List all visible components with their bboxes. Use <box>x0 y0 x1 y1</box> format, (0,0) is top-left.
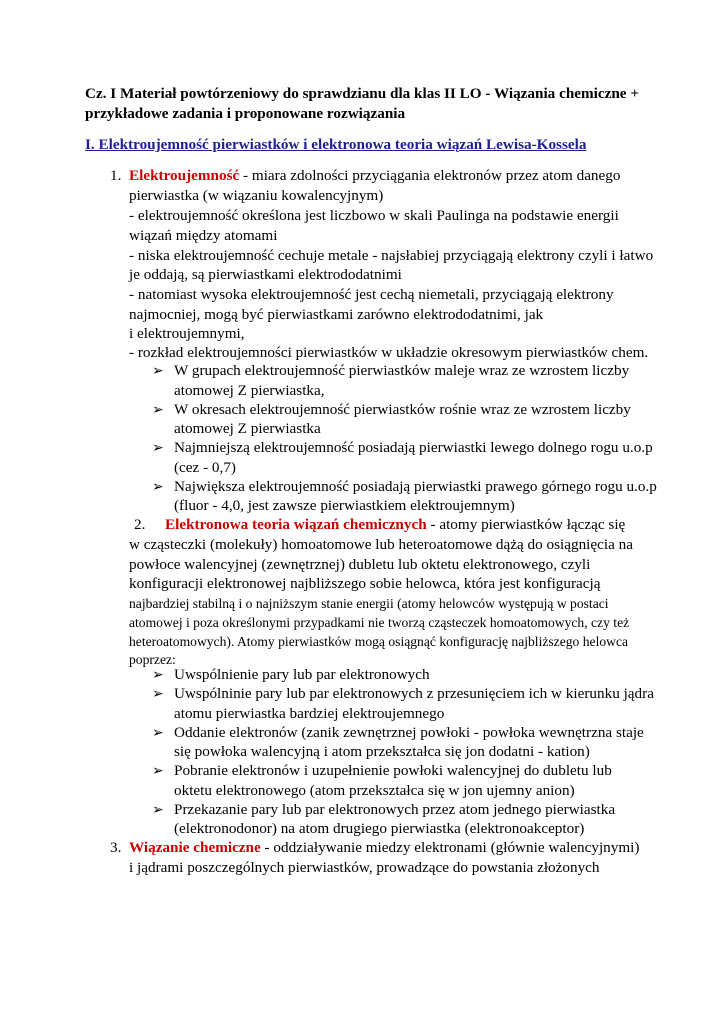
arrow-bullet-icon: ➢ <box>152 479 164 495</box>
item-1-first-line <box>129 166 620 186</box>
arrow-bullet-icon: ➢ <box>152 363 164 379</box>
item-2-number: 2. <box>134 516 146 533</box>
item-3-term: Wiązanie chemiczne <box>129 839 261 856</box>
bullet-text: Uwspólnienie pary lub par elektronowych <box>174 666 430 683</box>
bullet-text: atomowej Z pierwiastka, <box>174 382 325 399</box>
item-2-text: heteroatomowych). Atomy pierwiastków mogą osiągnąć konfigurację najbliższego helowca <box>129 634 629 649</box>
arrow-bullet-icon: ➢ <box>152 440 164 456</box>
item-2-first-line <box>165 515 625 535</box>
bullet-text: Najmniejszą elektroujemność posiadają pierwiastki lewego dolnego rogu u.o.p <box>174 439 653 456</box>
bullet-text: Największa elektroujemność posiadają pierwiastki prawego górnego rogu u.o.p <box>174 478 657 495</box>
arrow-bullet-icon: ➢ <box>152 667 164 683</box>
bullet-text: oktetu elektronowego (atom przekształca się w jon ujemny anion) <box>174 782 575 799</box>
item-2-text: powłoce walencyjnej (zewnętrznej) dubletu lub oktetu elektronowego, czyli <box>129 556 591 573</box>
bullet-text: atomu pierwiastka bardziej elektroujemnego <box>174 705 445 722</box>
bullet-text: (cez - 0,7) <box>174 459 236 476</box>
bullet-text: W okresach elektroujemność pierwiastków rośnie wraz ze wzrostem liczby <box>174 401 631 418</box>
item-2-term: Elektronowa teoria wiązań chemicznych <box>165 516 427 533</box>
item-2-text: - atomy pierwiastków łącząc się <box>426 516 626 533</box>
item-1-number: 1. <box>110 167 122 184</box>
item-1-text: - rozkład elektroujemności pierwiastków w układzie okresowym pierwiastków chem. <box>129 344 649 361</box>
item-1-text: - niska elektroujemność cechuje metale - najsłabiej przyciągają elektrony czyli i łatwo <box>129 247 654 264</box>
item-1-text: - miara zdolności przyciągania elektronów przez atom danego <box>239 167 621 184</box>
section-heading-link[interactable]: I. Elektroujemność pierwiastków i elektronowa teoria wiązań Lewisa-Kossela <box>85 136 587 153</box>
bullet-text: Uwspólninie pary lub par elektronowych z przesunięciem ich w kierunku jądra <box>174 685 654 702</box>
item-1-text: najmocniej, mogą być pierwiastkami zarówno elektrododatnimi, jak <box>129 306 544 323</box>
item-1-text: - natomiast wysoka elektroujemność jest cechą niemetali, przyciągają elektrony <box>129 286 614 303</box>
item-1-text: wiązań między atomami <box>129 227 278 244</box>
arrow-bullet-icon: ➢ <box>152 402 164 418</box>
bullet-text: Przekazanie pary lub par elektronowych przez atom jednego pierwiastka <box>174 801 616 818</box>
bullet-text: W grupach elektroujemność pierwiastków maleje wraz ze wzrostem liczby <box>174 362 630 379</box>
bullet-text: atomowej Z pierwiastka <box>174 420 321 437</box>
arrow-bullet-icon: ➢ <box>152 686 164 702</box>
item-3-first-line <box>129 838 639 858</box>
arrow-bullet-icon: ➢ <box>152 802 164 818</box>
doc-title-line-2: przykładowe zadania i proponowane rozwiązania <box>85 105 406 122</box>
bullet-text: Oddanie elektronów (zanik zewnętrznej powłoki - powłoka wewnętrzna staje <box>174 724 644 741</box>
bullet-text: (elektronodonor) na atom drugiego pierwiastka (elektronoakceptor) <box>174 820 585 837</box>
item-3-text: i jądrami poszczególnych pierwiastków, prowadzące do powstania złożonych <box>129 859 600 876</box>
item-2-text: atomowej i poza określonymi przypadkami nie tworzą cząsteczek homoatomowych, czy też <box>129 615 630 630</box>
item-1-text: - elektroujemność określona jest liczbowo w skali Paulinga na podstawie energii <box>129 207 619 224</box>
item-1-text: i elektroujemnymi, <box>129 325 245 342</box>
doc-title-line-1: Cz. I Materiał powtórzeniowy do sprawdzianu dla klas II LO - Wiązania chemiczne + <box>85 85 639 102</box>
bullet-text: się powłoka walencyjną i atom przekształca się jon dodatni - kation) <box>174 743 590 760</box>
bullet-text: Pobranie elektronów i uzupełnienie powłoki walencyjnej do dubletu lub <box>174 762 612 779</box>
item-1-term: Elektroujemność <box>129 167 240 184</box>
item-1-text: pierwiastka (w wiązaniu kowalencyjnym) <box>129 187 384 204</box>
arrow-bullet-icon: ➢ <box>152 725 164 741</box>
item-1-text: je oddają, są pierwiastkami elektrododatnimi <box>129 266 402 283</box>
item-2-text: w cząsteczki (molekuły) homoatomowe lub heteroatomowe dążą do osiągnięcia na <box>129 536 633 553</box>
arrow-bullet-icon: ➢ <box>152 763 164 779</box>
item-2-text: najbardziej stabilną i o najniższym stanie energii (atomy helowców występują w postaci <box>129 596 609 611</box>
bullet-text: (fluor - 4,0, jest zawsze pierwiastkiem elektroujemnym) <box>174 497 515 514</box>
item-2-text: poprzez: <box>129 652 176 667</box>
item-2-text: konfiguracji elektronowej najbliższego sobie helowca, która jest konfiguracją <box>129 575 601 592</box>
item-3-number: 3. <box>110 839 122 856</box>
item-3-text: - oddziaływanie miedzy elektronami (głównie walencyjnymi) <box>260 839 640 856</box>
